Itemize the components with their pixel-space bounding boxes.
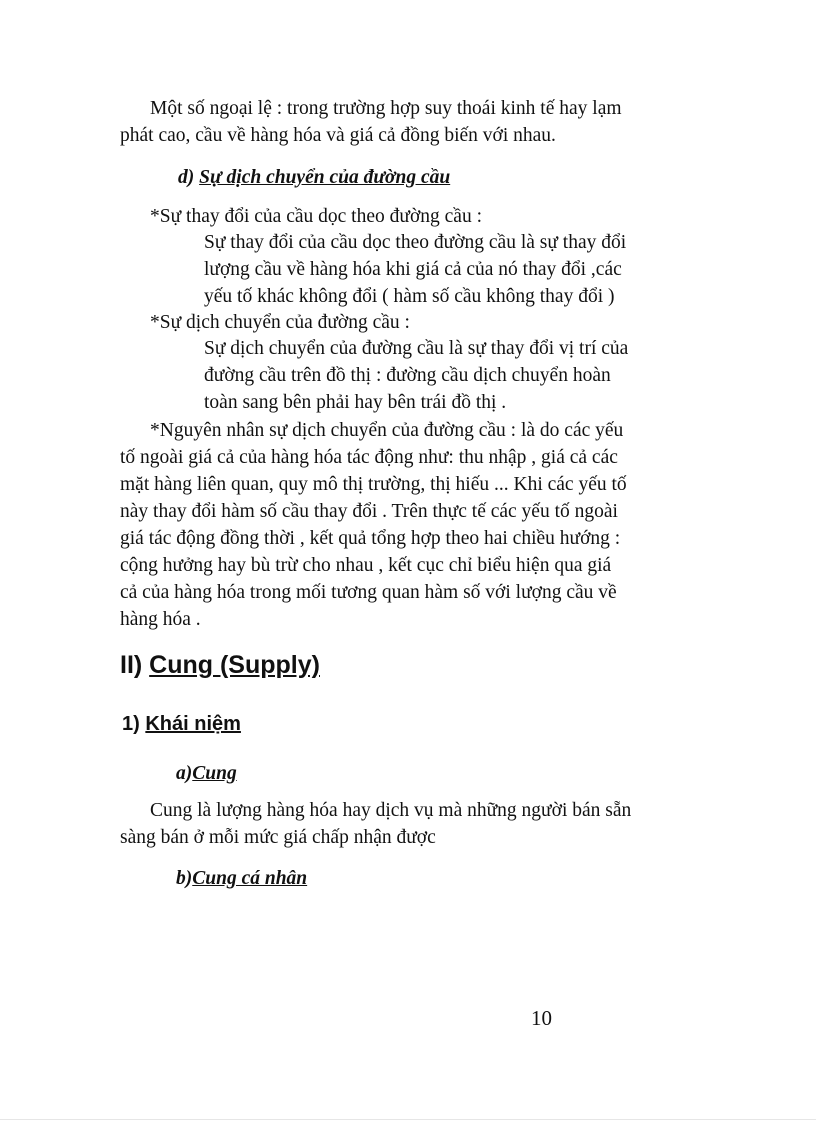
heading-d (178, 166, 450, 190)
heading-d-prefix: d) (178, 167, 195, 188)
causes-line-7: cả của hàng hóa trong mối tương quan hàm số với lượng cầu về (120, 582, 617, 603)
page-number: 10 (531, 1006, 552, 1030)
section-ii-heading (120, 650, 320, 680)
supply-line-2: sàng bán ở mỗi mức giá chấp nhận được (120, 827, 436, 848)
bullet-change-along-line-1: Sự thay đổi của cầu dọc theo đường cầu là sự thay đổi (204, 232, 627, 253)
causes-line-4: này thay đổi hàm số cầu thay đổi . Trên thực tế các yếu tố ngoài (120, 501, 618, 522)
bullet-change-along-line-3: yếu tố khác không đổi ( hàm số cầu không thay đổi ) (204, 286, 615, 307)
bullet-shift-line-1: Sự dịch chuyển của đường cầu là sự thay đổi vị trí của (204, 338, 629, 359)
bullet-change-along-label: *Sự thay đổi của cầu dọc theo đường cầu : (150, 206, 482, 227)
page-bottom-edge (0, 1119, 816, 1120)
heading-b-prefix: b) (176, 868, 193, 889)
causes-line-8: hàng hóa . (120, 609, 201, 630)
heading-a-title: Cung (192, 763, 237, 784)
bullet-change-along-line-2: lượng cầu về hàng hóa khi giá cả của nó thay đổi ,các (204, 259, 622, 280)
bullet-shift-label: *Sự dịch chuyển của đường cầu : (150, 312, 410, 333)
heading-d-title: Sự dịch chuyển của đường cầu (199, 167, 451, 188)
bullet-shift-line-2: đường cầu trên đồ thị : đường cầu dịch chuyển hoàn (204, 365, 611, 386)
causes-line-3: mặt hàng liên quan, quy mô thị trường, thị hiếu ... Khi các yếu tố (120, 474, 627, 495)
subsection-1-heading (122, 711, 241, 737)
exception-line-1: Một số ngoại lệ : trong trường hợp suy thoái kinh tế hay lạm (150, 98, 622, 119)
subsection-1-title: Khái niệm (145, 713, 241, 735)
causes-line-6: cộng hưởng hay bù trừ cho nhau , kết cục chỉ biểu hiện qua giá (120, 555, 612, 576)
heading-b-title: Cung cá nhân (192, 868, 308, 889)
heading-a (176, 762, 237, 786)
supply-line-1: Cung là lượng hàng hóa hay dịch vụ mà những người bán sẵn (150, 800, 632, 821)
bullet-shift-line-3: toàn sang bên phải hay bên trái đồ thị . (204, 392, 507, 413)
section-ii-title: Cung (Supply) (149, 651, 320, 679)
heading-a-prefix: a) (176, 763, 193, 784)
causes-line-5: giá tác động đồng thời , kết quả tổng hợp theo hai chiều hướng : (120, 528, 621, 549)
section-ii-prefix: II) (120, 651, 143, 679)
causes-line-1: *Nguyên nhân sự dịch chuyển của đường cầu : là do các yếu (150, 420, 624, 441)
heading-b (176, 867, 307, 891)
subsection-1-prefix: 1) (122, 713, 140, 735)
causes-line-2: tố ngoài giá cả của hàng hóa tác động như: thu nhập , giá cả các (120, 447, 618, 468)
exception-line-2: phát cao, cầu về hàng hóa và giá cả đồng biến với nhau. (120, 125, 556, 146)
